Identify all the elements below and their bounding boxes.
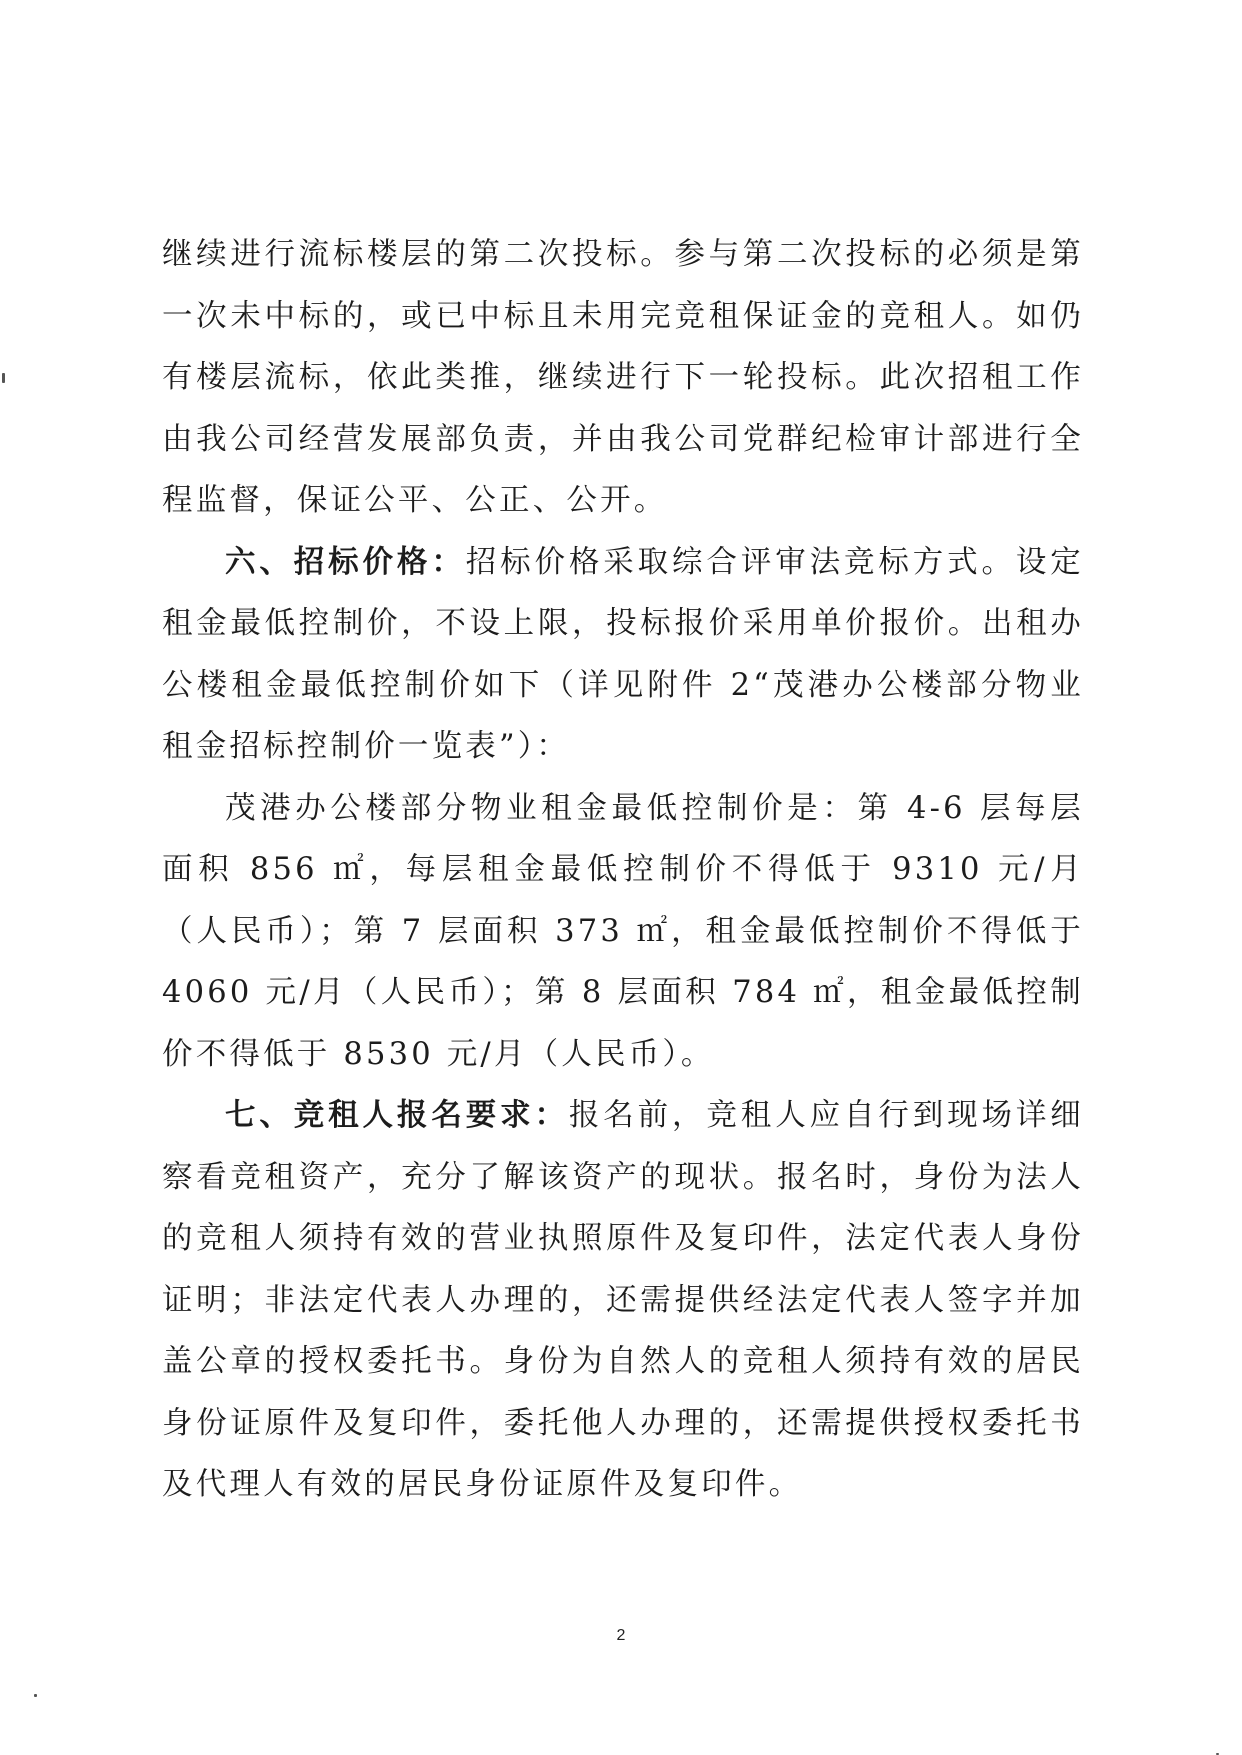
section-heading: 六、招标价格： [225, 544, 466, 580]
paragraph-section-7 [162, 1085, 1084, 1516]
paragraph-text: 招标价格采取综合评审法竞标方式。设定租金最低控制价，不设上限，投标报价采用单价报价。出租办公楼租金最低控制价如下（详见附件 2“茂港办公楼部分物业租金招标控制价一览表”）： [162, 544, 1084, 764]
paragraph-text: 茂港办公楼部分物业租金最低控制价是：第 4-6 层每层面积 856 ㎡，每层租金最低控制价不得低于 9310 元/月（人民币）；第 7 层面积 373 ㎡，租金最低控制价不得低于 4060 元/月（人民币）；第 8 层面积 784 ㎡，租金最低控制价不得低于 8530 元/月（人民币）。 [162, 790, 1084, 1072]
paragraph-text: 报名前，竞租人应自行到现场详细察看竞租资产，充分了解该资产的现状。报名时，身份为法人的竞租人须持有效的营业执照原件及复印件，法定代表人身份证明；非法定代表人办理的，还需提供经法定代表人签字并加盖公章的授权委托书。身份为自然人的竞租人须持有效的居民身份证原件及复印件，委托他人办理的，还需提供授权委托书及代理人有效的居民身份证原件及复印件。 [162, 1098, 1084, 1502]
paragraph-section-6 [162, 532, 1084, 778]
document-body [162, 224, 1084, 1516]
paragraph-text: 继续进行流标楼层的第二次投标。参与第二次投标的必须是第一次未中标的，或已中标且未用完竞租保证金的竞租人。如仍有楼层流标，依此类推，继续进行下一轮投标。此次招租工作由我公司经营发展部负责，并由我公司党群纪检审计部进行全程监督，保证公平、公正、公开。 [162, 237, 1084, 518]
scan-speck [34, 1694, 37, 1697]
paragraph-price-details [162, 778, 1084, 1086]
section-heading: 七、竞租人报名要求： [225, 1098, 569, 1133]
paragraph-continuation [162, 224, 1084, 532]
page-number: 2 [616, 1627, 626, 1644]
scan-speck [2, 373, 5, 383]
